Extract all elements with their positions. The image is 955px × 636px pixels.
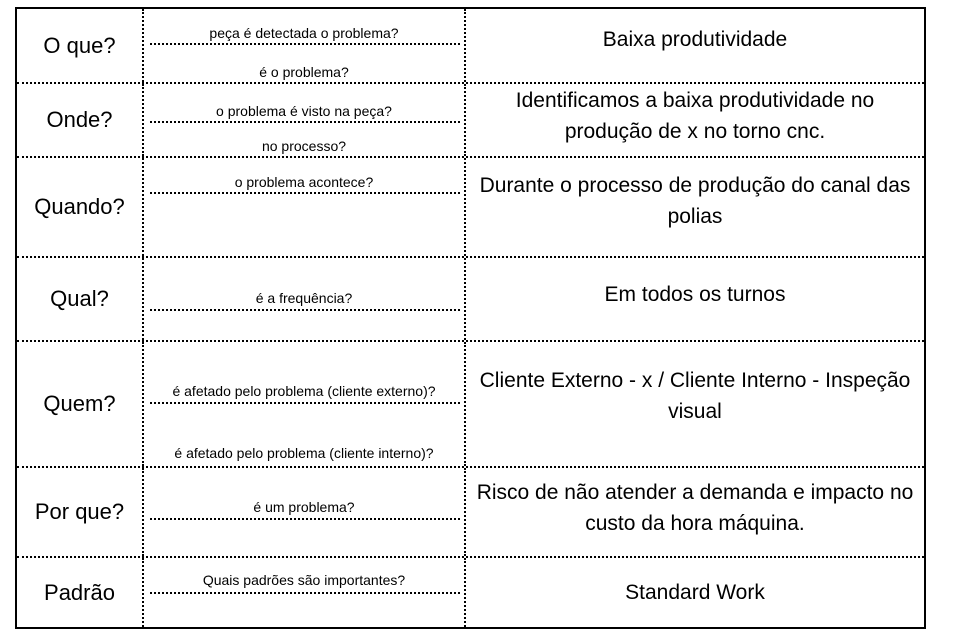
detail-text: é a frequência? <box>255 290 353 306</box>
detail-underline <box>150 192 460 194</box>
table-row-quem <box>17 342 924 468</box>
detail-text: peça é detectada o problema? <box>209 25 399 41</box>
table-row-por-que <box>17 468 924 558</box>
question-cell: O que? <box>17 9 144 82</box>
detail-text: o problema é visto na peça? <box>216 103 392 119</box>
detail-text: o problema acontece? <box>234 174 374 190</box>
detail-cell <box>144 468 466 556</box>
answer-cell: Baixa produtividade <box>602 28 788 51</box>
question-cell: Padrão <box>17 558 144 627</box>
question-cell: Por que? <box>17 468 144 556</box>
table-row-onde <box>17 84 924 158</box>
table-row-qual <box>17 258 924 342</box>
table-row-quando <box>17 158 924 258</box>
detail-text: no processo? <box>261 138 347 154</box>
detail-cell <box>144 558 466 627</box>
detail-cell <box>144 158 466 256</box>
answer-cell: Risco de não atender a demanda e impacto no custo da hora máquina. <box>476 481 914 535</box>
detail-cell <box>144 342 466 466</box>
detail-underline <box>150 309 460 311</box>
detail-underline <box>150 121 460 123</box>
detail-cell <box>144 9 466 82</box>
question-cell: Quando? <box>17 158 144 256</box>
answer-cell: Standard Work <box>625 581 765 604</box>
answer-cell: Cliente Externo - x / Cliente Interno - Inspeção visual <box>479 369 911 423</box>
detail-text: é um problema? <box>253 499 355 515</box>
question-cell: Quem? <box>17 342 144 466</box>
question-cell: Qual? <box>17 258 144 340</box>
answer-cell: Identificamos a baixa produtividade no produção de x no torno cnc. <box>515 89 875 143</box>
answer-cell: Durante o processo de produção do canal das polias <box>479 174 911 228</box>
table-row-padrao <box>17 558 924 627</box>
question-cell: Onde? <box>17 84 144 156</box>
detail-underline <box>150 592 460 594</box>
detail-text: é afetado pelo problema (cliente interno)? <box>174 445 434 461</box>
detail-text: é o problema? <box>259 64 349 80</box>
detail-underline <box>150 402 460 404</box>
detail-underline <box>150 43 460 45</box>
detail-underline <box>150 518 460 520</box>
detail-cell <box>144 258 466 340</box>
detail-text: é afetado pelo problema (cliente externo)? <box>172 383 436 399</box>
5w2h-table <box>15 7 926 629</box>
answer-cell: Em todos os turnos <box>604 282 786 306</box>
detail-cell <box>144 84 466 156</box>
detail-text: Quais padrões são importantes? <box>202 572 406 588</box>
table-row-o-que <box>17 9 924 84</box>
